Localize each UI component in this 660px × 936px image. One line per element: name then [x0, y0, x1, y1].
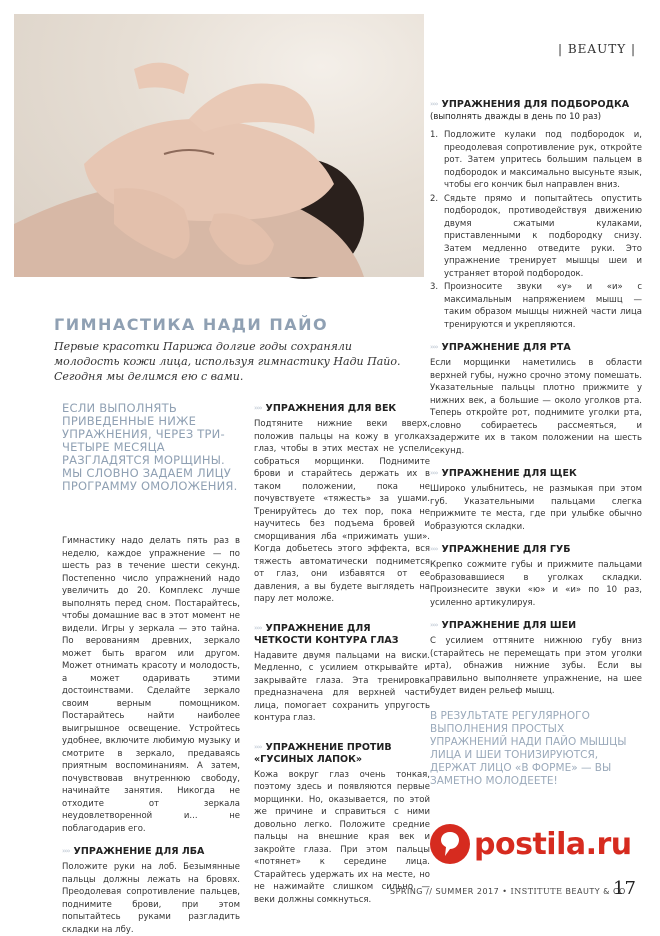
- mouth-title: УПРАЖНЕНИЕ ДЛЯ РТА: [441, 342, 571, 353]
- watermark-text: postila.ru: [474, 826, 632, 862]
- step-item: 1. Подложите кулаки под подбородок и, преодолевая сопротивление рук, откройте рот. Затем упритесь большим пальцем в подбородок и максимально высуньте язык, чтобы его кончик был направлен вниз.: [430, 130, 642, 190]
- eyelids-text: Подтяните нижние веки вверх, положив пальцы на кожу в уголках глаз, чтобы в этих местах не успели собраться морщинки. Поднимите брови и старайтесь держать их в таком положении, пока не почувствуете «тяжесть» за ушами. Тренируйтесь до тех пор, пока не научитесь без подъема бровей и сморщивания лба «прижимать уши». Когда добьетесь этого эффекта, вся тяжесть автоматически поднимется от глаз, они избавятся от ее давления, а вы будете выглядеть на пару лет моложе.: [254, 419, 430, 604]
- footer-separator: •: [502, 887, 508, 896]
- crowsfeet-text: Кожа вокруг глаз очень тонкая, поэтому здесь и появляются первые морщинки. Но, оказывается, по этой же причине и справиться с ними довольно легко. Положите средние пальцы на внешние края век и закройте глаза. При этом пальцы «потянет» к середине лица. Старайтесь удержать их на месте, но не нажимайте слишком сильно — веки должны сомкнуться.: [254, 769, 430, 905]
- page-number: 17: [613, 878, 636, 899]
- cheeks-section: [430, 467, 642, 533]
- result-quote: В РЕЗУЛЬТАТЕ РЕГУЛЯРНОГО ВЫПОЛНЕНИЯ ПРОСТЫХ УПРАЖНЕНИЙ НАДИ ПАЙО МЫШЦЫ ЛИЦА И ШЕИ ТОНИЗИРУЮТСЯ, ДЕРЖАТ ЛИЦО «В ФОРМЕ» — ВЫ ЗАМЕТНО МОЛОДЕЕТЕ!: [430, 709, 627, 787]
- arrow-icon: ››››: [254, 404, 262, 412]
- crowsfeet-title: УПРАЖНЕНИЕ ПРОТИВ «ГУСИНЫХ ЛАПОК»: [254, 741, 392, 765]
- forehead-text: Положите руки на лоб. Безымянные пальцы должны лежать на бровях. Преодолевая сопротивление пальцев, поднимите брови, при этом попытайтесь руками разгладить складки на лбу.: [62, 862, 240, 935]
- contour-section: [254, 622, 430, 725]
- mouth-section: [430, 341, 642, 457]
- cheeks-title: УПРАЖНЕНИЕ ДЛЯ ЩЕК: [441, 468, 577, 479]
- arrow-icon: ››››: [430, 469, 438, 477]
- chin-title: ›››› УПРАЖНЕНИЯ ДЛЯ ПОДБОРОДКА (выполнять дважды в день по 10 раз): [430, 99, 630, 122]
- step-item: 2. Сядьте прямо и попытайтесь опустить подбородок, противодействуя движению двумя сжатыми кулаками, приставленными к подбородку снизу. Затем медленно отведите руки. Это упражнение тренирует мышцы шеи и устраняет второй подбородок.: [430, 193, 642, 279]
- eyelids-title: УПРАЖНЕНИЯ ДЛЯ ВЕК: [265, 403, 397, 414]
- arrow-icon: ››››: [430, 343, 438, 351]
- chin-note: (выполнять дважды в день по 10 раз): [430, 112, 602, 122]
- article-lead: Первые красотки Парижа долгие годы сохраняли молодость кожи лица, используя гимнастику Нади Пайо. Сегодня мы делимся ею с вами.: [54, 340, 401, 383]
- contour-title: УПРАЖНЕНИЕ ДЛЯ ЧЕТКОСТИ КОНТУРА ГЛАЗ: [254, 622, 399, 646]
- section-label: | BEAUTY |: [558, 42, 636, 56]
- hero-photo: [14, 14, 424, 277]
- pin-icon: [430, 824, 470, 864]
- arrow-icon: ››››: [254, 623, 262, 632]
- neck-title: УПРАЖНЕНИЕ ДЛЯ ШЕИ: [441, 620, 577, 631]
- watermark: [430, 818, 645, 870]
- crowsfeet-section: [254, 741, 430, 907]
- arrow-icon: ››››: [430, 545, 438, 553]
- chin-section: [430, 98, 642, 331]
- step-item: 3. Произносите звуки «у» и «и» с максимальным напряжением мышц — таким образом мышцы нижней части лица тренируются и укрепляются.: [430, 282, 642, 330]
- article-title: ГИМНАСТИКА НАДИ ПАЙО: [54, 315, 329, 334]
- column-left: [62, 402, 240, 936]
- intro-text: Гимнастику надо делать пять раз в неделю, каждое упражнение — по шесть раз в течение шести секунд. Постепенно число упражнений надо увеличить до 20. Комплекс лучше выполнять перед сном. Постарайтесь, чтобы домашние вас в этот момент не видели. Игры у зеркала — это тайна. По верованиям древних, зеркало может быть врагом или другом. Может отнимать красоту и молодость, а может одаривать этими достоинствами. Сделайте зеркало своим верным помощником. Постарайтесь найти наиболее выигрышное освещение. Устройтесь удобнее, включите любимую музыку и смотрите в зеркало, предаваясь приятным воспоминаниям. А затем, почувствовав внутреннюю свободу, начинайте занятия. Никогда не отходите от зеркала неудовлетворенной и... не поблагодарив его.: [62, 536, 240, 834]
- neck-section: [430, 619, 642, 698]
- issue-label: SPRING // SUMMER 2017: [390, 887, 500, 896]
- sidebar-exercises: [430, 98, 642, 788]
- cheeks-text: Широко улыбнитесь, не размыкая при этом губ. Указательными пальцами слегка прижмите те места, где при улыбке обычно образуются складки.: [430, 484, 642, 532]
- contour-text: Надавите двумя пальцами на виски. Медленно, с усилием открывайте и закрывайте глаза. Эта тренировка предназначена для верхней части лица, помогает сохранить упругость контура глаз.: [254, 650, 430, 723]
- arrow-icon: ››››: [430, 621, 438, 629]
- lips-text: Крепко сожмите губы и прижмите пальцами образовавшиеся в уголках складки. Произнесите звуки «ю» и «и» по 10 раз, усиленно артикулируя.: [430, 560, 642, 608]
- page-footer: [390, 887, 626, 896]
- lips-section: [430, 543, 642, 609]
- forehead-section: [62, 845, 240, 936]
- neck-text: С усилием оттяните нижнюю губу вниз (старайтесь не перемещать при этом уголки рта), обнажив нижние зубы. Если вы правильно выполняете упражнение, на шее будет виден рельеф мышц.: [430, 636, 642, 696]
- lips-title: УПРАЖНЕНИЕ ДЛЯ ГУБ: [441, 544, 571, 555]
- chin-steps: [430, 129, 642, 331]
- arrow-icon: ››››: [254, 742, 262, 751]
- forehead-title: УПРАЖНЕНИЕ ДЛЯ ЛБА: [73, 846, 205, 857]
- brand-name: INSTITUTE: [510, 887, 563, 896]
- mouth-text: Если морщинки наметились в области верхней губы, нужно срочно этому помешать. Указательные пальцы плотно прижмите у нижних век, а большие — около уголков рта. Теперь откройте рот, поднимите уголки рта, словно собираетесь рассмеяться, и задержите их в таком положении на шесть секунд.: [430, 358, 642, 456]
- column-middle: [254, 402, 430, 906]
- eyelids-section: [254, 402, 430, 606]
- pull-quote: ЕСЛИ ВЫПОЛНЯТЬ ПРИВЕДЕННЫЕ НИЖЕ УПРАЖНЕНИЯ, ЧЕРЕЗ ТРИ-ЧЕТЫРЕ МЕСЯЦА РАЗГЛАДЯТСЯ МОРЩИНЫ. МЫ СЛОВНО ЗАДАЕМ ЛИЦУ ПРОГРАММУ ОМОЛОЖЕНИЯ.: [62, 401, 238, 493]
- arrow-icon: ››››: [430, 100, 438, 108]
- brand-tail: BEAUTY & CO: [565, 887, 626, 896]
- arrow-icon: ››››: [62, 847, 70, 855]
